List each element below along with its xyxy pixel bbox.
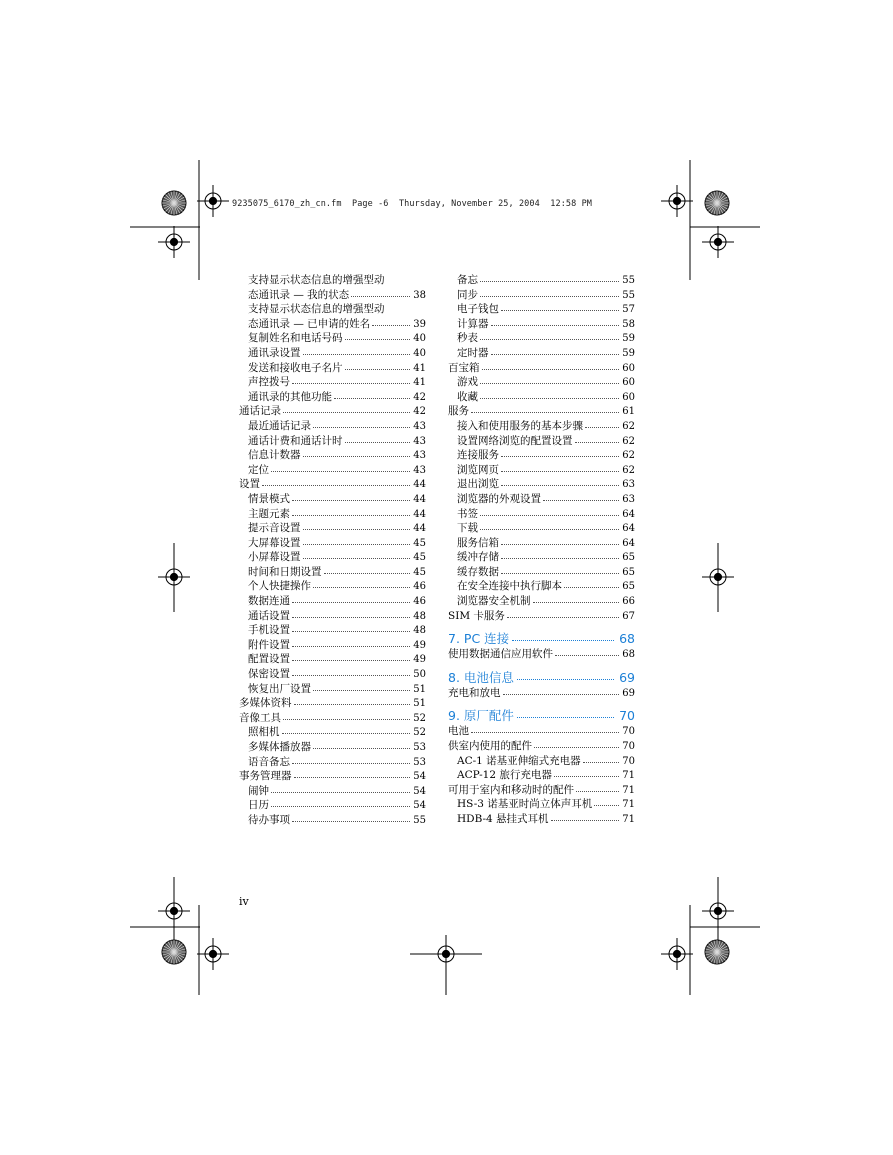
toc-entry[interactable]: [239, 361, 426, 376]
toc-entry-title: 闹钟: [248, 784, 269, 797]
leader-dots: [351, 287, 410, 297]
toc-entry-title: 事务管理器: [239, 770, 292, 783]
leader-dots: [313, 681, 410, 691]
toc-entry-page: 58: [622, 318, 635, 330]
toc-entry[interactable]: [448, 797, 635, 812]
toc-entry[interactable]: [448, 594, 635, 609]
toc-entry-title: 支持显示状态信息的增强型动: [248, 274, 385, 286]
toc-entry[interactable]: [448, 754, 635, 769]
toc-entry[interactable]: [239, 317, 426, 332]
toc-entry[interactable]: [239, 434, 426, 449]
leader-dots: [271, 797, 410, 807]
toc-entry[interactable]: [239, 740, 426, 755]
toc-entry-title: 多媒体资料: [239, 697, 292, 710]
toc-entry[interactable]: [239, 579, 426, 594]
leader-dots: [480, 506, 619, 516]
toc-entry-page: 61: [622, 406, 635, 418]
toc-entry-title: 提示音设置: [248, 522, 301, 535]
toc-entry-page: 64: [622, 537, 635, 549]
toc-entry-title: 浏览器的外观设置: [457, 492, 541, 505]
toc-entry-title: 音像工具: [239, 711, 281, 724]
toc-entry[interactable]: [448, 768, 635, 783]
leader-dots: [512, 630, 614, 641]
leader-dots: [345, 330, 411, 340]
toc-entry-page: 60: [622, 377, 635, 389]
toc-entry[interactable]: [448, 521, 635, 536]
leader-dots: [480, 272, 619, 282]
toc-entry-page: 44: [413, 493, 426, 505]
toc-entry-page: 42: [413, 406, 426, 418]
toc-entry[interactable]: [448, 812, 635, 827]
toc-entry-title: SIM 卡服务: [448, 609, 505, 622]
toc-entry[interactable]: [448, 507, 635, 522]
chapter-9-title: 9. 原厂配件: [448, 708, 514, 724]
toc-entry-page: 48: [413, 625, 426, 637]
toc-entry[interactable]: [448, 492, 635, 507]
toc-entry-page: 71: [622, 770, 635, 782]
toc-entry[interactable]: [239, 623, 426, 638]
toc-entry-title: 游戏: [457, 376, 478, 389]
leader-dots: [501, 535, 619, 545]
toc-entry[interactable]: [239, 565, 426, 580]
page-number: iv: [239, 895, 249, 908]
toc-entry-page: 45: [413, 566, 426, 578]
toc-entry-title: 充电和放电: [448, 686, 501, 699]
toc-entry-page: 71: [622, 799, 635, 811]
toc-entry[interactable]: [448, 404, 635, 419]
toc-entry[interactable]: [448, 331, 635, 346]
leader-dots: [480, 287, 619, 297]
leader-dots: [345, 360, 411, 370]
toc-entry[interactable]: [239, 404, 426, 419]
toc-entry-title: ACP-12 旅行充电器: [457, 769, 552, 782]
leader-dots: [564, 578, 619, 588]
leader-dots: [282, 724, 411, 734]
toc-entry[interactable]: [239, 696, 426, 711]
toc-entry-title: 配置设置: [248, 653, 290, 666]
toc-entry-page: 62: [622, 464, 635, 476]
toc-entry-title: 保密设置: [248, 668, 290, 681]
toc-entry[interactable]: [448, 724, 635, 739]
toc-entry-page: 66: [622, 596, 635, 608]
toc-entry-page: 65: [622, 566, 635, 578]
toc-entry-title: 供室内使用的配件: [448, 740, 532, 753]
toc-entry-title: 在安全连接中执行脚本: [457, 580, 562, 593]
toc-entry-page: 70: [622, 726, 635, 738]
toc-entry[interactable]: [448, 361, 635, 376]
leader-dots: [482, 360, 620, 370]
toc-entry-title: 支持显示状态信息的增强型动: [248, 303, 385, 316]
toc-entry-page: 52: [413, 712, 426, 724]
toc-entry[interactable]: [239, 448, 426, 463]
chapter-8-heading[interactable]: [448, 668, 635, 686]
leader-dots: [554, 767, 619, 777]
toc-entry[interactable]: [239, 492, 426, 507]
toc-entry-title: 日历: [248, 799, 269, 812]
toc-entry[interactable]: [448, 463, 635, 478]
toc-entry-title: 电子钱包: [457, 303, 499, 316]
toc-entry-title: 时间和日期设置: [248, 565, 322, 578]
toc-entry[interactable]: [239, 507, 426, 522]
toc-entry-title: 复制姓名和电话号码: [248, 332, 343, 345]
toc-entry-page: 45: [413, 537, 426, 549]
toc-entry[interactable]: [239, 477, 426, 492]
toc-entry[interactable]: [239, 390, 426, 405]
toc-entry-title: 设置网络浏览的配置设置: [457, 434, 573, 447]
leader-dots: [501, 447, 619, 457]
leader-dots: [583, 753, 620, 763]
toc-entry-page: 53: [413, 742, 426, 753]
chapter-7-title: 7. PC 连接: [448, 631, 510, 647]
toc-entry-page: 44: [413, 508, 426, 520]
toc-entry[interactable]: [448, 647, 635, 662]
toc-entry[interactable]: [239, 550, 426, 565]
chapter-9-heading[interactable]: [448, 706, 635, 724]
toc-entry-page: 60: [622, 391, 635, 403]
leader-dots: [501, 476, 619, 486]
leader-dots: [292, 593, 410, 603]
toc-entry-title: 通话计费和通话计时: [248, 434, 343, 447]
toc-entry-page: 68: [622, 649, 635, 661]
toc-entry-title: 退出浏览: [457, 478, 499, 491]
leader-dots: [387, 273, 424, 282]
leader-dots: [480, 389, 619, 399]
toc-entry-title: 情景模式: [248, 492, 290, 505]
toc-entry[interactable]: [239, 288, 426, 303]
leader-dots: [507, 608, 619, 618]
leader-dots: [294, 695, 411, 705]
toc-entry-page: 52: [413, 727, 426, 739]
toc-entry-page: 43: [413, 435, 426, 447]
toc-entry-title: 最近通话记录: [248, 419, 311, 432]
toc-entry-page: 41: [413, 377, 426, 389]
toc-entry-title: 秒表: [457, 332, 478, 345]
toc-entry-page: 46: [413, 581, 426, 593]
toc-entry[interactable]: [448, 302, 635, 317]
toc-entry[interactable]: [448, 579, 635, 594]
toc-entry[interactable]: [239, 682, 426, 697]
toc-entry-page: 54: [413, 800, 426, 812]
toc-entry-page: 38: [413, 289, 426, 301]
toc-entry-title: 浏览网页: [457, 463, 499, 476]
leader-dots: [345, 433, 411, 443]
toc-entry-title: 态通讯录 — 我的状态: [248, 288, 350, 301]
toc-entry-page: 41: [413, 362, 426, 374]
toc-entry-title: 接入和使用服务的基本步骤: [457, 419, 583, 432]
toc-entry-page: 57: [622, 304, 635, 316]
toc-entry[interactable]: [448, 686, 635, 701]
toc-entry-page: 49: [413, 654, 426, 666]
toc-entry[interactable]: [448, 536, 635, 551]
toc-entry[interactable]: [448, 273, 635, 288]
toc-entry[interactable]: [239, 711, 426, 726]
leader-dots: [292, 491, 410, 501]
leader-dots: [292, 622, 410, 632]
toc-entry-page: 40: [413, 347, 426, 359]
toc-entry-title: 数据连通: [248, 595, 290, 608]
leader-dots: [294, 768, 411, 778]
leader-dots: [576, 782, 619, 792]
leader-dots: [283, 710, 410, 720]
toc-entry-title: 设置: [239, 478, 260, 491]
toc-entry-page: 44: [413, 479, 426, 491]
leader-dots: [313, 739, 410, 749]
print-header-line: 9235075_6170_zh_cn.fm Page -6 Thursday, November 25, 2004 12:58 PM: [232, 199, 593, 209]
toc-entry[interactable]: [239, 784, 426, 799]
toc-entry[interactable]: [448, 317, 635, 332]
chapter-9-page: 70: [619, 708, 635, 724]
toc-entry-page: 51: [413, 698, 426, 710]
toc-entry-title: 发送和接收电子名片: [248, 361, 343, 374]
toc-entry[interactable]: [448, 783, 635, 798]
toc-entry[interactable]: [239, 419, 426, 434]
toc-entry-page: 44: [413, 523, 426, 535]
toc-entry-page: 48: [413, 610, 426, 622]
toc-entry-page: 54: [413, 771, 426, 783]
toc-entry-title: HDB-4 悬挂式耳机: [457, 813, 549, 825]
toc-entry-page: 70: [622, 755, 635, 767]
leader-dots: [517, 707, 614, 718]
toc-entry-title: HS-3 诺基亚时尚立体声耳机: [457, 798, 593, 811]
toc-entry[interactable]: [239, 346, 426, 361]
toc-entry-title: 多媒体播放器: [248, 741, 311, 753]
leader-dots: [271, 462, 410, 472]
toc-entry[interactable]: [239, 609, 426, 624]
leader-dots: [555, 646, 619, 656]
toc-entry[interactable]: [448, 448, 635, 463]
toc-entry-page: 51: [413, 683, 426, 695]
toc-entry[interactable]: [239, 667, 426, 682]
leader-dots: [262, 476, 410, 486]
toc-entry[interactable]: [239, 273, 426, 288]
toc-entry-title: 语音备忘: [248, 755, 290, 768]
leader-dots: [594, 796, 619, 806]
toc-entry-title: 声控拨号: [248, 376, 290, 389]
leader-dots: [313, 578, 410, 588]
toc-entry-title: 计算器: [457, 317, 489, 330]
toc-entry-page: 42: [413, 391, 426, 403]
leader-dots: [292, 608, 410, 618]
leader-dots: [501, 301, 619, 311]
toc-entry[interactable]: [239, 652, 426, 667]
leader-dots: [292, 637, 410, 647]
toc-entry-title: 小屏幕设置: [248, 551, 301, 564]
leader-dots: [501, 564, 619, 574]
toc-entry[interactable]: [448, 419, 635, 434]
toc-entry[interactable]: [239, 594, 426, 609]
toc-entry-page: 64: [622, 523, 635, 535]
toc-entry-page: 71: [622, 814, 635, 825]
leader-dots: [292, 666, 410, 676]
toc-entry-page: 40: [413, 333, 426, 345]
toc-entry[interactable]: [448, 609, 635, 624]
leader-dots: [501, 462, 619, 472]
toc-entry[interactable]: [239, 331, 426, 346]
toc-entry[interactable]: [239, 536, 426, 551]
toc-entry-title: 定时器: [457, 346, 489, 359]
toc-entry-title: 主题元素: [248, 507, 290, 520]
leader-dots: [480, 520, 619, 530]
toc-entry-page: 55: [413, 814, 426, 826]
toc-entry-title: 缓存数据: [457, 565, 499, 578]
toc-entry-page: 53: [413, 756, 426, 768]
leader-dots: [292, 506, 410, 516]
leader-dots: [292, 374, 410, 384]
toc-entry-title: 待办事项: [248, 813, 290, 826]
chapter-7-page: 68: [619, 631, 635, 647]
leader-dots: [303, 549, 411, 559]
leader-dots: [480, 330, 619, 340]
toc-entry[interactable]: [448, 346, 635, 361]
toc-entry[interactable]: [448, 375, 635, 390]
toc-entry[interactable]: [448, 550, 635, 565]
toc-entry[interactable]: [448, 565, 635, 580]
toc-left-column: [239, 273, 426, 828]
toc-entry[interactable]: [239, 798, 426, 813]
chapter-8-page: 69: [619, 669, 635, 685]
toc-entry[interactable]: [448, 739, 635, 754]
toc-entry-title: 百宝箱: [448, 361, 480, 374]
leader-dots: [303, 447, 411, 457]
toc-entry-page: 46: [413, 596, 426, 608]
leader-dots: [303, 520, 411, 530]
toc-entry-title: 通讯录的其他功能: [248, 390, 332, 403]
leader-dots: [491, 345, 620, 355]
toc-entry[interactable]: [448, 390, 635, 405]
leader-dots: [303, 535, 411, 545]
toc-entry[interactable]: [448, 434, 635, 449]
toc-entry-title: 服务信箱: [457, 536, 499, 549]
toc-entry-title: 恢复出厂设置: [248, 682, 311, 695]
leader-dots: [543, 491, 619, 501]
toc-entry-title: 信息计数器: [248, 449, 301, 462]
toc-entry-page: 62: [622, 420, 635, 432]
toc-entry-page: 49: [413, 639, 426, 651]
toc-entry-page: 55: [622, 289, 635, 301]
leader-dots: [575, 433, 620, 443]
toc-entry-title: 通讯录设置: [248, 346, 301, 359]
leader-dots: [503, 685, 620, 695]
toc-entry[interactable]: [448, 288, 635, 303]
toc-entry-title: 备忘: [457, 274, 478, 286]
leader-dots: [292, 812, 410, 822]
toc-entry-page: 70: [622, 741, 635, 753]
toc-entry-page: 62: [622, 450, 635, 462]
toc-entry-title: 下载: [457, 522, 478, 535]
toc-entry-title: AC-1 诺基亚伸缩式充电器: [457, 754, 581, 767]
toc-entry-page: 50: [413, 669, 426, 681]
toc-entry-page: 63: [622, 493, 635, 505]
toc-entry-page: 59: [622, 333, 635, 345]
toc-entry-title: 收藏: [457, 390, 478, 403]
toc-entry-page: 65: [622, 552, 635, 564]
toc-entry-title: 个人快捷操作: [248, 580, 311, 593]
toc-entry-title: 态通讯录 — 已申请的姓名: [248, 317, 371, 330]
toc-entry-title: 定位: [248, 463, 269, 476]
leader-dots: [501, 549, 619, 559]
chapter-8-title: 8. 电池信息: [448, 669, 514, 685]
toc-entry-title: 可用于室内和移动时的配件: [448, 783, 574, 796]
toc-entry[interactable]: [239, 755, 426, 770]
toc-entry-title: 附件设置: [248, 638, 290, 651]
toc-entry-page: 62: [622, 435, 635, 447]
toc-entry-page: 43: [413, 464, 426, 476]
toc-entry-title: 书签: [457, 507, 478, 520]
leader-dots: [471, 723, 619, 733]
leader-dots: [585, 418, 619, 428]
toc-entry[interactable]: [239, 302, 426, 317]
toc-entry-page: 55: [622, 275, 635, 286]
leader-dots: [533, 593, 620, 603]
toc-entry-page: 67: [622, 610, 635, 622]
toc-entry-title: 手机设置: [248, 624, 290, 637]
toc-entry-page: 71: [622, 784, 635, 796]
toc-entry-title: 大屏幕设置: [248, 536, 301, 549]
chapter-7-heading[interactable]: [448, 629, 635, 647]
toc-entry[interactable]: [239, 521, 426, 536]
toc-entry[interactable]: [239, 375, 426, 390]
toc-entry[interactable]: [239, 725, 426, 740]
toc-right-column: [448, 273, 635, 827]
leader-dots: [551, 811, 620, 821]
toc-entry-page: 43: [413, 450, 426, 462]
toc-entry-title: 照相机: [248, 726, 280, 739]
leader-dots: [387, 302, 424, 311]
leader-dots: [471, 403, 619, 413]
toc-entry-page: 43: [413, 420, 426, 432]
toc-entry-page: 39: [413, 318, 426, 330]
toc-entry-page: 60: [622, 362, 635, 374]
toc-entry[interactable]: [239, 638, 426, 653]
toc-entry-title: 缓冲存储: [457, 551, 499, 564]
leader-dots: [480, 374, 619, 384]
toc-entry[interactable]: [448, 477, 635, 492]
leader-dots: [517, 669, 614, 680]
leader-dots: [372, 316, 410, 326]
toc-entry-title: 通话记录: [239, 405, 281, 418]
leader-dots: [292, 754, 410, 764]
toc-entry[interactable]: [239, 813, 426, 828]
toc-entry[interactable]: [239, 463, 426, 478]
toc-entry-page: 54: [413, 785, 426, 797]
leader-dots: [271, 783, 410, 793]
toc-entry-page: 64: [622, 508, 635, 520]
leader-dots: [334, 389, 410, 399]
leader-dots: [313, 418, 410, 428]
leader-dots: [534, 738, 619, 748]
toc-entry-title: 连接服务: [457, 449, 499, 462]
toc-entry-page: 69: [622, 687, 635, 699]
toc-entry-title: 使用数据通信应用软件: [448, 648, 553, 661]
toc-entry[interactable]: [239, 769, 426, 784]
toc-entry-title: 浏览器安全机制: [457, 595, 531, 608]
leader-dots: [491, 316, 620, 326]
leader-dots: [292, 651, 410, 661]
toc-entry-title: 电池: [448, 725, 469, 738]
leader-dots: [324, 564, 411, 574]
toc-entry-page: 59: [622, 347, 635, 359]
toc-entry-page: 45: [413, 552, 426, 564]
toc-entry-page: 65: [622, 581, 635, 593]
toc-entry-title: 通话设置: [248, 609, 290, 622]
toc-entry-title: 同步: [457, 288, 478, 301]
leader-dots: [303, 345, 411, 355]
leader-dots: [283, 403, 410, 413]
toc-entry-title: 服务: [448, 405, 469, 418]
toc-entry-page: 63: [622, 479, 635, 491]
